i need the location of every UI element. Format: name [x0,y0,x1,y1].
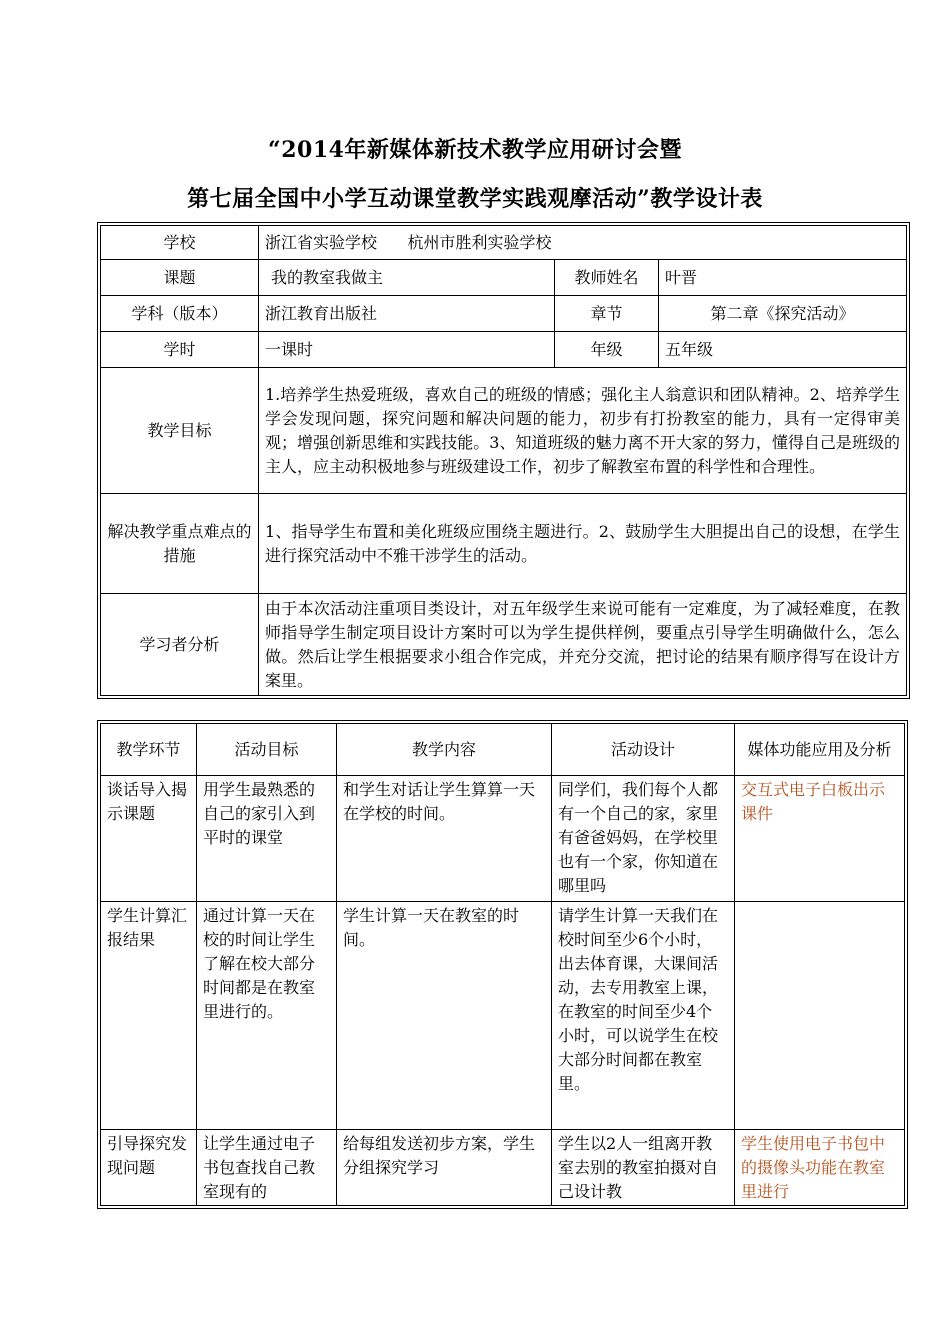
media-cell: 交互式电子白板出示课件 [735,776,905,902]
subject-label: 学科（版本） [101,296,259,332]
stage-cell: 谈话导入揭示课题 [101,776,197,902]
info-row-topic [101,260,907,296]
goal-cell: 通过计算一天在校的时间让学生了解在校大部分时间都是在教室里进行的。 [197,902,337,1130]
design-cell: 学生以2人一组离开教室去别的教室拍摄对自己设计教 [552,1130,735,1206]
goal-cell: 让学生通过电子书包查找自己教室现有的 [197,1130,337,1206]
chapter-value: 第二章《探究活动》 [659,296,907,332]
header-media: 媒体功能应用及分析 [735,724,905,776]
content-cell: 给每组发送初步方案，学生分组探究学习 [337,1130,552,1206]
school-value: 浙江省实验学校 杭州市胜利实验学校 [259,226,907,260]
hours-value: 一课时 [259,332,555,368]
page-title-line-2: 第七届全国中小学互动课堂教学实践观摩活动”教学设计表 [187,186,763,212]
school-label: 学校 [101,226,259,260]
page-title-line-1: “2014年新媒体新技术教学应用研讨会暨 [268,137,682,163]
media-cell [735,902,905,1130]
info-row-school [101,226,907,260]
goal-cell: 用学生最熟悉的自己的家引入到平时的课堂 [197,776,337,902]
content-cell: 和学生对话让学生算算一天在学校的时间。 [337,776,552,902]
topic-value: 我的教室我做主 [259,260,555,296]
table-row [101,776,905,902]
measures-label: 解决教学重点难点的措施 [101,494,259,594]
header-design: 活动设计 [552,724,735,776]
goals-label: 教学目标 [101,368,259,494]
media-cell: 学生使用电子书包中的摄像头功能在教室里进行 [735,1130,905,1206]
info-table [100,225,907,696]
grade-value: 五年级 [659,332,907,368]
header-goal: 活动目标 [197,724,337,776]
teacher-label: 教师姓名 [555,260,659,296]
table-row [101,1130,905,1206]
header-content: 教学内容 [337,724,552,776]
info-row-goals [101,368,907,494]
stage-cell: 学生计算汇报结果 [101,902,197,1130]
subject-value: 浙江教育出版社 [259,296,555,332]
chapter-label: 章节 [555,296,659,332]
info-row-hours [101,332,907,368]
plan-header-row [101,724,905,776]
table-row [101,902,905,1130]
measures-value: 1、指导学生布置和美化班级应围绕主题进行。2、鼓励学生大胆提出自己的设想，在学生进行探究活动中不雅干涉学生的活动。 [259,494,907,594]
goals-value: 1.培养学生热爱班级，喜欢自己的班级的情感；强化主人翁意识和团队精神。2、培养学生学会发现问题，探究问题和解决问题的能力，初步有打扮教室的能力，具有一定得审美观；增强创新思维和实践技能。3、知道班级的魅力离不开大家的努力，懂得自己是班级的主人，应主动积极地参与班级建设工作，初步了解教室布置的科学性和合理性。 [259,368,907,494]
design-cell: 请学生计算一天我们在校时间至少6个小时，出去体育课，大课间活动，去专用教室上课，在教室的时间至少4个小时，可以说学生在校大部分时间都在教室里。 [552,902,735,1130]
info-row-measures [101,494,907,594]
design-cell: 同学们，我们每个人都有一个自己的家，家里有爸爸妈妈，在学校里也有一个家，你知道在哪里吗 [552,776,735,902]
teacher-value: 叶晋 [659,260,907,296]
stage-cell: 引导探究发现问题 [101,1130,197,1206]
grade-label: 年级 [555,332,659,368]
learner-label: 学习者分析 [101,594,259,696]
info-row-subject [101,296,907,332]
topic-label: 课题 [101,260,259,296]
content-cell: 学生计算一天在教室的时间。 [337,902,552,1130]
info-row-learner [101,594,907,696]
plan-table [100,723,905,1206]
hours-label: 学时 [101,332,259,368]
header-stage: 教学环节 [101,724,197,776]
learner-value: 由于本次活动注重项目类设计，对五年级学生来说可能有一定难度，为了减轻难度，在教师指导学生制定项目设计方案时可以为学生提供样例，要重点引导学生明确做什么，怎么做。然后让学生根据要求小组合作完成，并充分交流，把讨论的结果有顺序得写在设计方案里。 [259,594,907,696]
